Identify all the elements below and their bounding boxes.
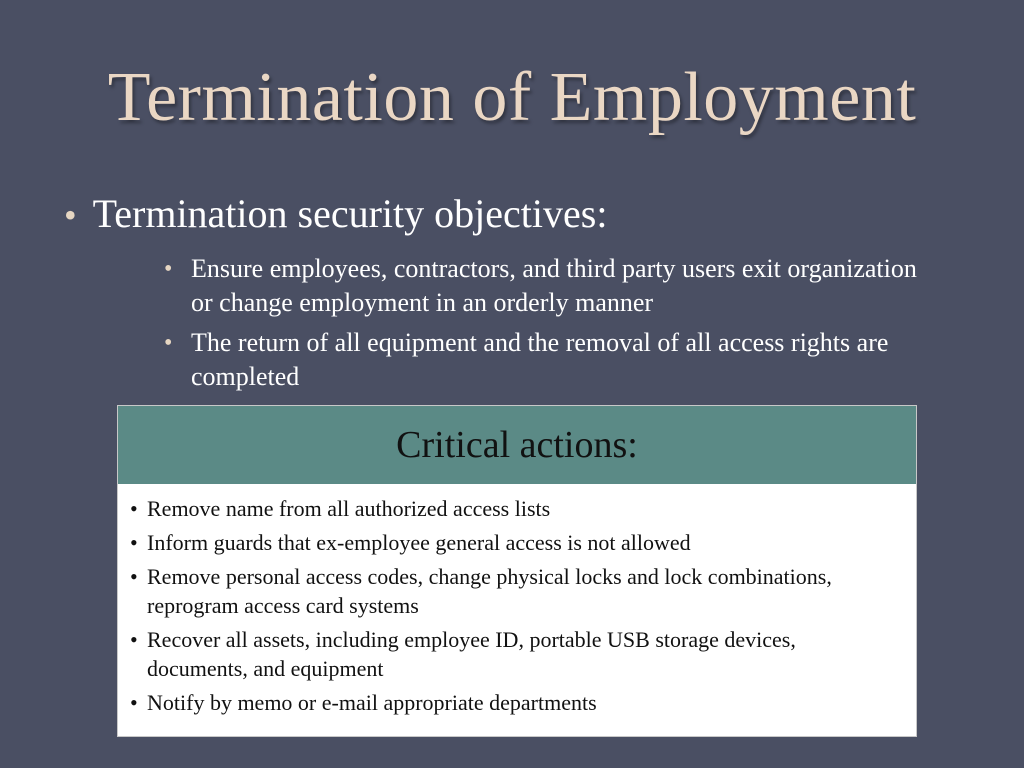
critical-actions-list [118, 484, 916, 717]
critical-actions-heading: Critical actions: [118, 406, 916, 484]
list-item [130, 562, 887, 620]
list-item [130, 494, 887, 523]
list-item [130, 528, 887, 557]
bullet-icon: • [130, 690, 138, 715]
bullet-icon: • [64, 195, 77, 235]
sub-bullet [164, 252, 934, 320]
list-item-text: Recover all assets, including employee ID, portable USB storage devices, documents, and equipment [147, 627, 796, 681]
list-item [130, 625, 887, 683]
bullet-icon: • [164, 330, 173, 356]
list-item-text: Remove name from all authorized access lists [147, 496, 551, 521]
bullet-icon: • [130, 627, 138, 652]
main-bullet [64, 190, 607, 237]
sub-bullet-text: Ensure employees, contractors, and third party users exit organization or change employment in an orderly manner [191, 254, 917, 317]
list-item [130, 688, 887, 717]
bullet-icon: • [130, 530, 138, 555]
list-item-text: Inform guards that ex-employee general access is not allowed [147, 530, 691, 555]
bullet-icon: • [130, 564, 138, 589]
sub-bullet-text: The return of all equipment and the removal of all access rights are completed [191, 328, 889, 391]
bullet-icon: • [130, 496, 138, 521]
list-item-text: Remove personal access codes, change physical locks and lock combinations, reprogram access card systems [147, 564, 832, 618]
list-item-text: Notify by memo or e-mail appropriate departments [147, 690, 597, 715]
slide-title: Termination of Employment [107, 59, 917, 136]
main-bullet-text: Termination security objectives: [92, 191, 608, 236]
bullet-icon: • [164, 256, 173, 282]
sub-bullet [164, 326, 934, 394]
critical-actions-box [117, 405, 917, 737]
